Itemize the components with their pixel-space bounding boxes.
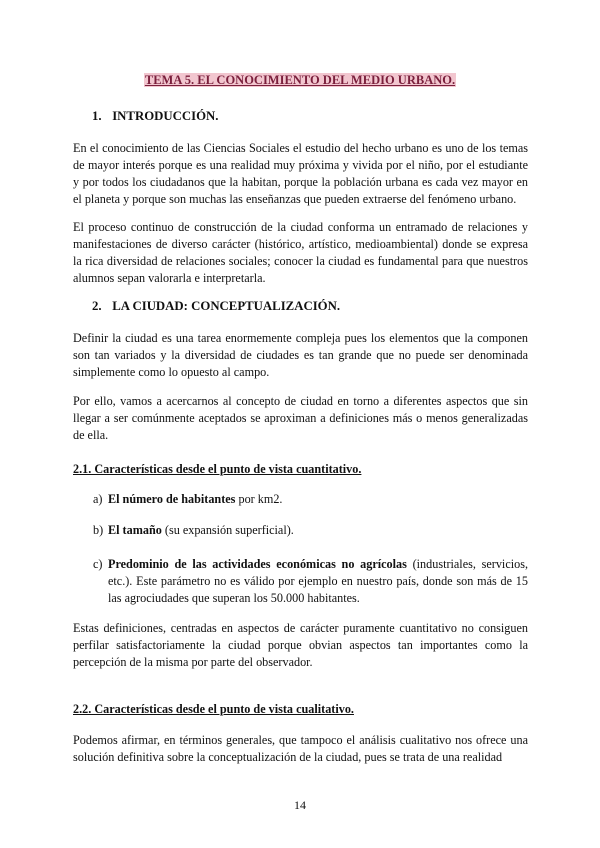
paragraph: El proceso continuo de construcción de la ciudad conforma un entramado de relaciones y manifestaciones de diverso carácter (histórico, artístico, medioambiental) donde se expresa la rica diversidad de relaciones sociales; conocer la ciudad es fundamental para que nuestros alumnos sepan valorarla e interpretarla. bbox=[73, 220, 528, 285]
section-heading-conceptualizacion bbox=[92, 298, 340, 315]
list-item-term: El número de habitantes bbox=[108, 492, 236, 506]
paragraph: Definir la ciudad es una tarea enormemente compleja pues los elementos que la componen son tan variados y la diversidad de ciudades es tan grande que no puede ser denominada simplemente como lo opuesto al campo. bbox=[73, 331, 528, 379]
subsection-heading: 2.1. Características desde el punto de vista cuantitativo. bbox=[73, 462, 362, 476]
paragraph: En el conocimiento de las Ciencias Sociales el estudio del hecho urbano es uno de los temas de mayor interés porque es una realidad muy próxima y vivida por el niño, por el estudiante y por todos los ciudadanos que la habitan, porque la población urbana es cada vez mayor en el planeta y porque son muchas las enseñanzas que pueden extraerse del fenómeno urbano. bbox=[73, 141, 528, 206]
subsection-heading: 2.2. Características desde el punto de vista cualitativo. bbox=[73, 702, 354, 716]
page-number: 14 bbox=[294, 798, 306, 812]
list-item bbox=[93, 522, 528, 539]
list-item-text: (su expansión superficial). bbox=[161, 523, 294, 537]
section-title: INTRODUCCIÓN. bbox=[112, 109, 219, 123]
list-item-term: Predominio de las actividades económicas no agrícolas bbox=[108, 557, 407, 571]
list-marker: b) bbox=[93, 523, 104, 537]
list-item-term: El tamaño bbox=[108, 523, 162, 537]
list-item bbox=[93, 556, 528, 607]
paragraph: Por ello, vamos a acercarnos al concepto de ciudad en torno a diferentes aspectos que sin llegar a ser comúnmente aceptados se aproximan a definiciones más o menos generalizadas de ella. bbox=[73, 394, 528, 442]
paragraph: Estas definiciones, centradas en aspectos de carácter puramente cuantitativo no consiguen perfilar satisfactoriamente la ciudad porque obvian aspectos tan importantes como la percepción de la misma por parte del observador. bbox=[73, 621, 528, 669]
section-number: 2. bbox=[92, 299, 102, 313]
section-heading-introduccion bbox=[92, 108, 219, 125]
document-title: TEMA 5. EL CONOCIMIENTO DEL MEDIO URBANO. bbox=[144, 73, 456, 87]
section-number: 1. bbox=[92, 109, 102, 123]
list-item-text: (industriales, servicios, etc.). Este parámetro no es válido por ejemplo en nuestro país, donde son más de 15 las agrociudades que superan los 50.000 habitantes. bbox=[108, 557, 528, 605]
list-marker: c) bbox=[93, 557, 103, 571]
list-marker: a) bbox=[93, 492, 103, 506]
list-item bbox=[93, 491, 528, 508]
list-item-text: por km2. bbox=[235, 492, 283, 506]
paragraph: Podemos afirmar, en términos generales, que tampoco el análisis cualitativo nos ofrece una solución definitiva sobre la conceptualización de la ciudad, pues se trata de una realidad bbox=[73, 733, 528, 764]
section-title: LA CIUDAD: CONCEPTUALIZACIÓN. bbox=[112, 299, 341, 313]
